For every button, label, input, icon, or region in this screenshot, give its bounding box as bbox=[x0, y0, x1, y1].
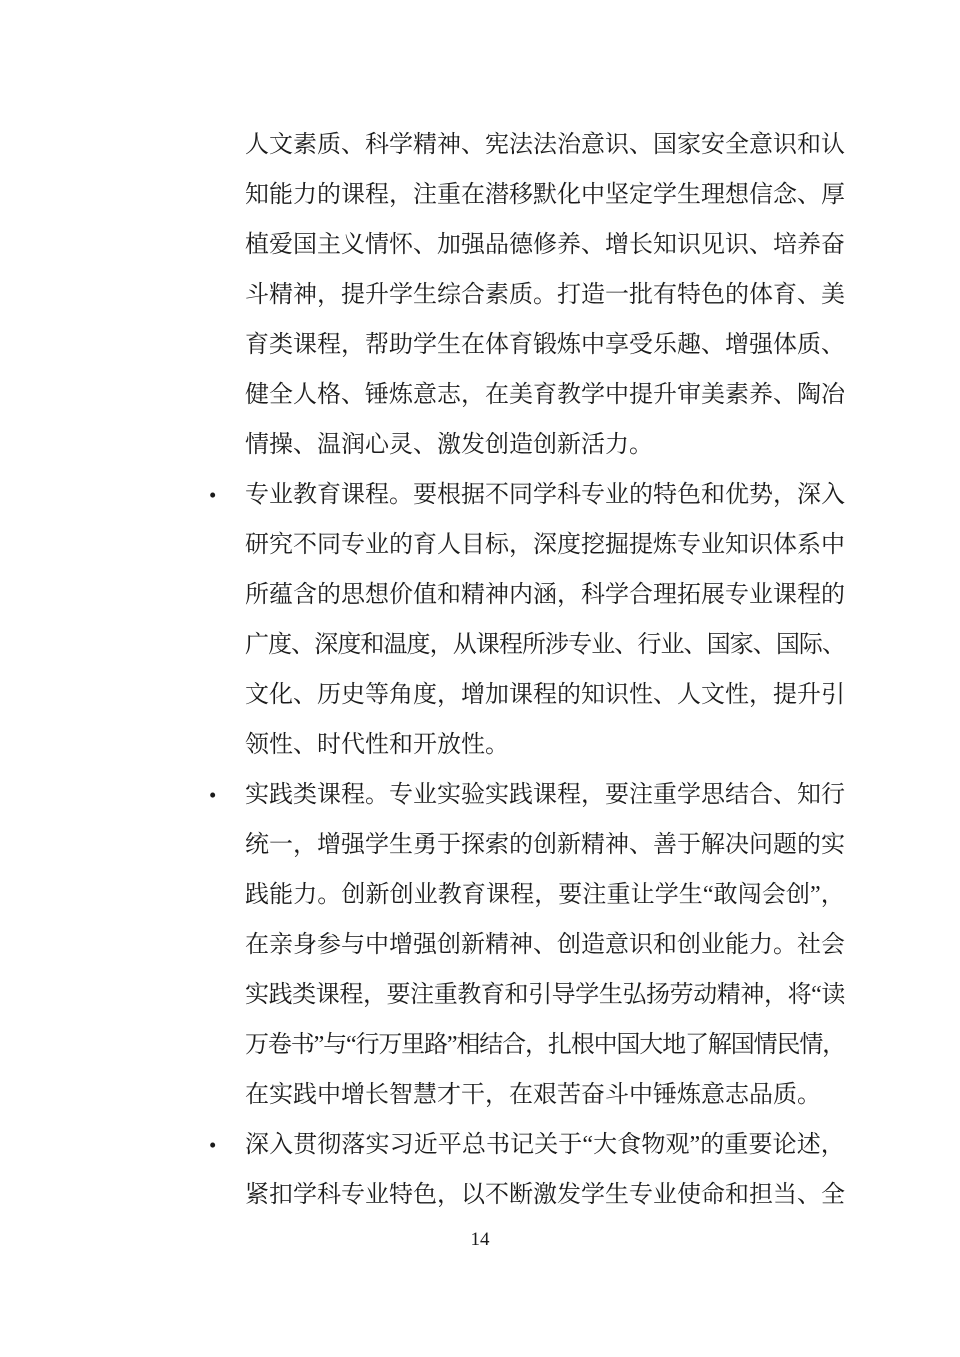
page-number: 14 bbox=[470, 1229, 490, 1250]
text-line: 实践类课程，要注重教育和引导学生弘扬劳动精神，将“读 bbox=[245, 982, 845, 1008]
text-line: 所蕴含的思想价值和精神内涵，科学合理拓展专业课程的 bbox=[245, 582, 845, 608]
text-line: 斗精神，提升学生综合素质。打造一批有特色的体育、美 bbox=[245, 282, 845, 308]
bullet-icon: • bbox=[209, 1133, 217, 1157]
text-line: 深入贯彻落实习近平总书记关于“大食物观”的重要论述， bbox=[245, 1132, 845, 1158]
text-line: 广度、深度和温度，从课程所涉专业、行业、国家、国际、 bbox=[245, 632, 846, 658]
text-line: 植爱国主义情怀、加强品德修养、增长知识见识、培养奋 bbox=[245, 232, 845, 258]
text-line: 万卷书”与“行万里路”相结合，扎根中国大地了解国情民情， bbox=[245, 1032, 846, 1058]
text-line: 人文素质、科学精神、宪法法治意识、国家安全意识和认 bbox=[245, 132, 845, 158]
text-line: 实践类课程。专业实验实践课程，要注重学思结合、知行 bbox=[245, 782, 845, 808]
paragraph-continuation bbox=[245, 120, 845, 470]
text-line: 文化、历史等角度，增加课程的知识性、人文性，提升引 bbox=[245, 682, 845, 708]
page-body-text bbox=[209, 120, 846, 1220]
text-line: 育类课程，帮助学生在体育锻炼中享受乐趣、增强体质、 bbox=[245, 332, 845, 358]
text-line: 领性、时代性和开放性。 bbox=[245, 732, 509, 758]
text-line: 研究不同专业的育人目标，深度挖掘提炼专业知识体系中 bbox=[245, 532, 845, 558]
text-line: 专业教育课程。要根据不同学科专业的特色和优势，深入 bbox=[245, 482, 845, 508]
bullet-icon: • bbox=[209, 483, 217, 507]
bullet-item-food-concept bbox=[209, 1120, 845, 1220]
bullet-item-professional-courses bbox=[209, 470, 846, 770]
text-line: 紧扣学科专业特色，以不断激发学生专业使命和担当、全 bbox=[245, 1182, 845, 1208]
text-line: 统一，增强学生勇于探索的创新精神、善于解决问题的实 bbox=[245, 832, 845, 858]
bullet-item-practice-courses bbox=[209, 770, 846, 1120]
text-line: 践能力。创新创业教育课程，要注重让学生“敢闯会创”， bbox=[245, 882, 845, 908]
text-line: 健全人格、锤炼意志，在美育教学中提升审美素养、陶冶 bbox=[245, 382, 845, 408]
text-line: 情操、温润心灵、激发创造创新活力。 bbox=[245, 432, 653, 458]
bullet-icon: • bbox=[209, 783, 217, 807]
text-line: 知能力的课程，注重在潜移默化中坚定学生理想信念、厚 bbox=[245, 182, 845, 208]
text-line: 在亲身参与中增强创新精神、创造意识和创业能力。社会 bbox=[245, 932, 845, 958]
text-line: 在实践中增长智慧才干，在艰苦奋斗中锤炼意志品质。 bbox=[245, 1082, 821, 1108]
